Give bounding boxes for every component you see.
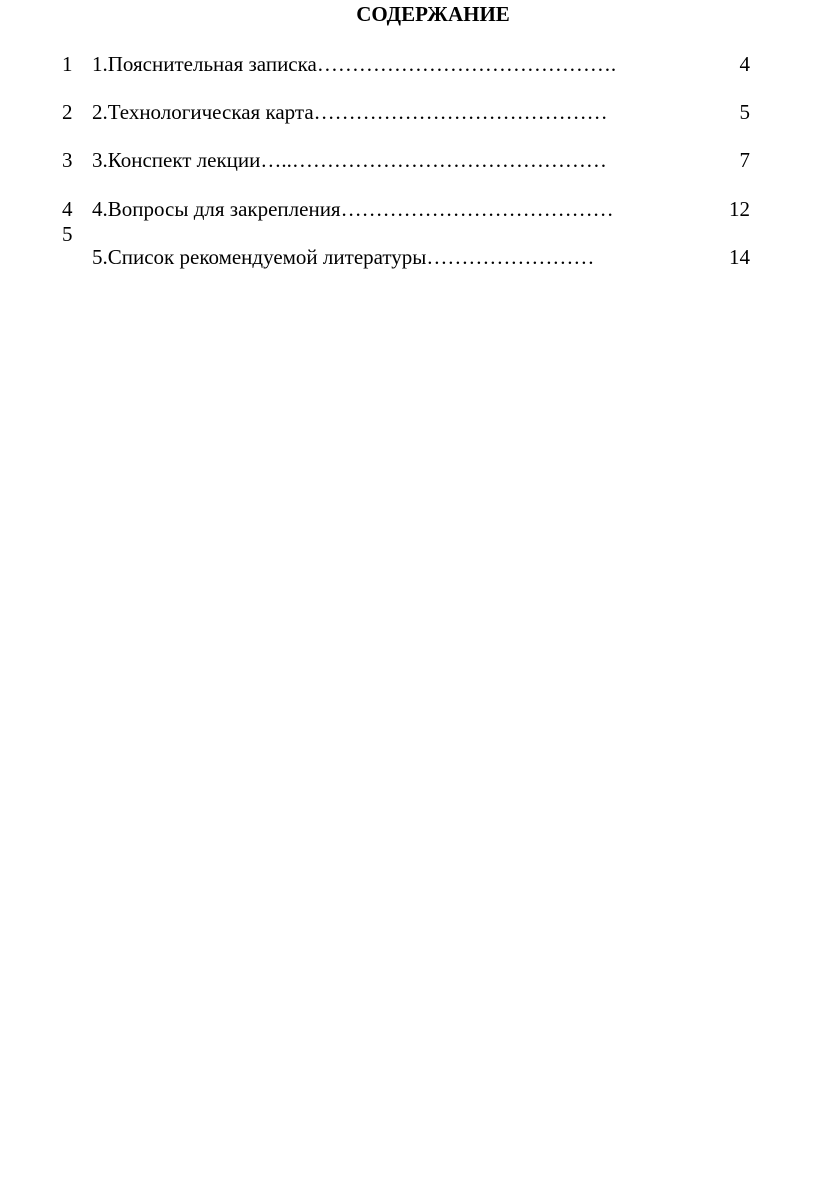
toc-number-2: 2 (62, 100, 73, 124)
toc-entry-text: 2.Технологическая карта…………………………………… (92, 100, 608, 124)
toc-number-5: 5 (62, 222, 73, 246)
toc-entry-text: 1.Пояснительная записка……………………………………. (92, 52, 617, 76)
toc-entry-page: 4 (739, 52, 750, 76)
toc-number-1: 1 (62, 52, 73, 76)
toc-number-4: 4 (62, 197, 73, 221)
toc-entry-page: 5 (739, 100, 750, 124)
toc-entry-text: 5.Список рекомендуемой литературы…………………… (92, 245, 595, 269)
toc-entry-page: 14 (729, 245, 750, 269)
toc-entry-page: 7 (739, 148, 750, 172)
toc-number-3: 3 (62, 148, 73, 172)
page-title: СОДЕРЖАНИЕ (356, 2, 510, 26)
toc-entry-page: 12 (729, 197, 750, 221)
toc-entry-text: 3.Конспект лекции…..……………………………………… (92, 148, 607, 172)
toc-entry-text: 4.Вопросы для закрепления………………………………… (92, 197, 614, 221)
